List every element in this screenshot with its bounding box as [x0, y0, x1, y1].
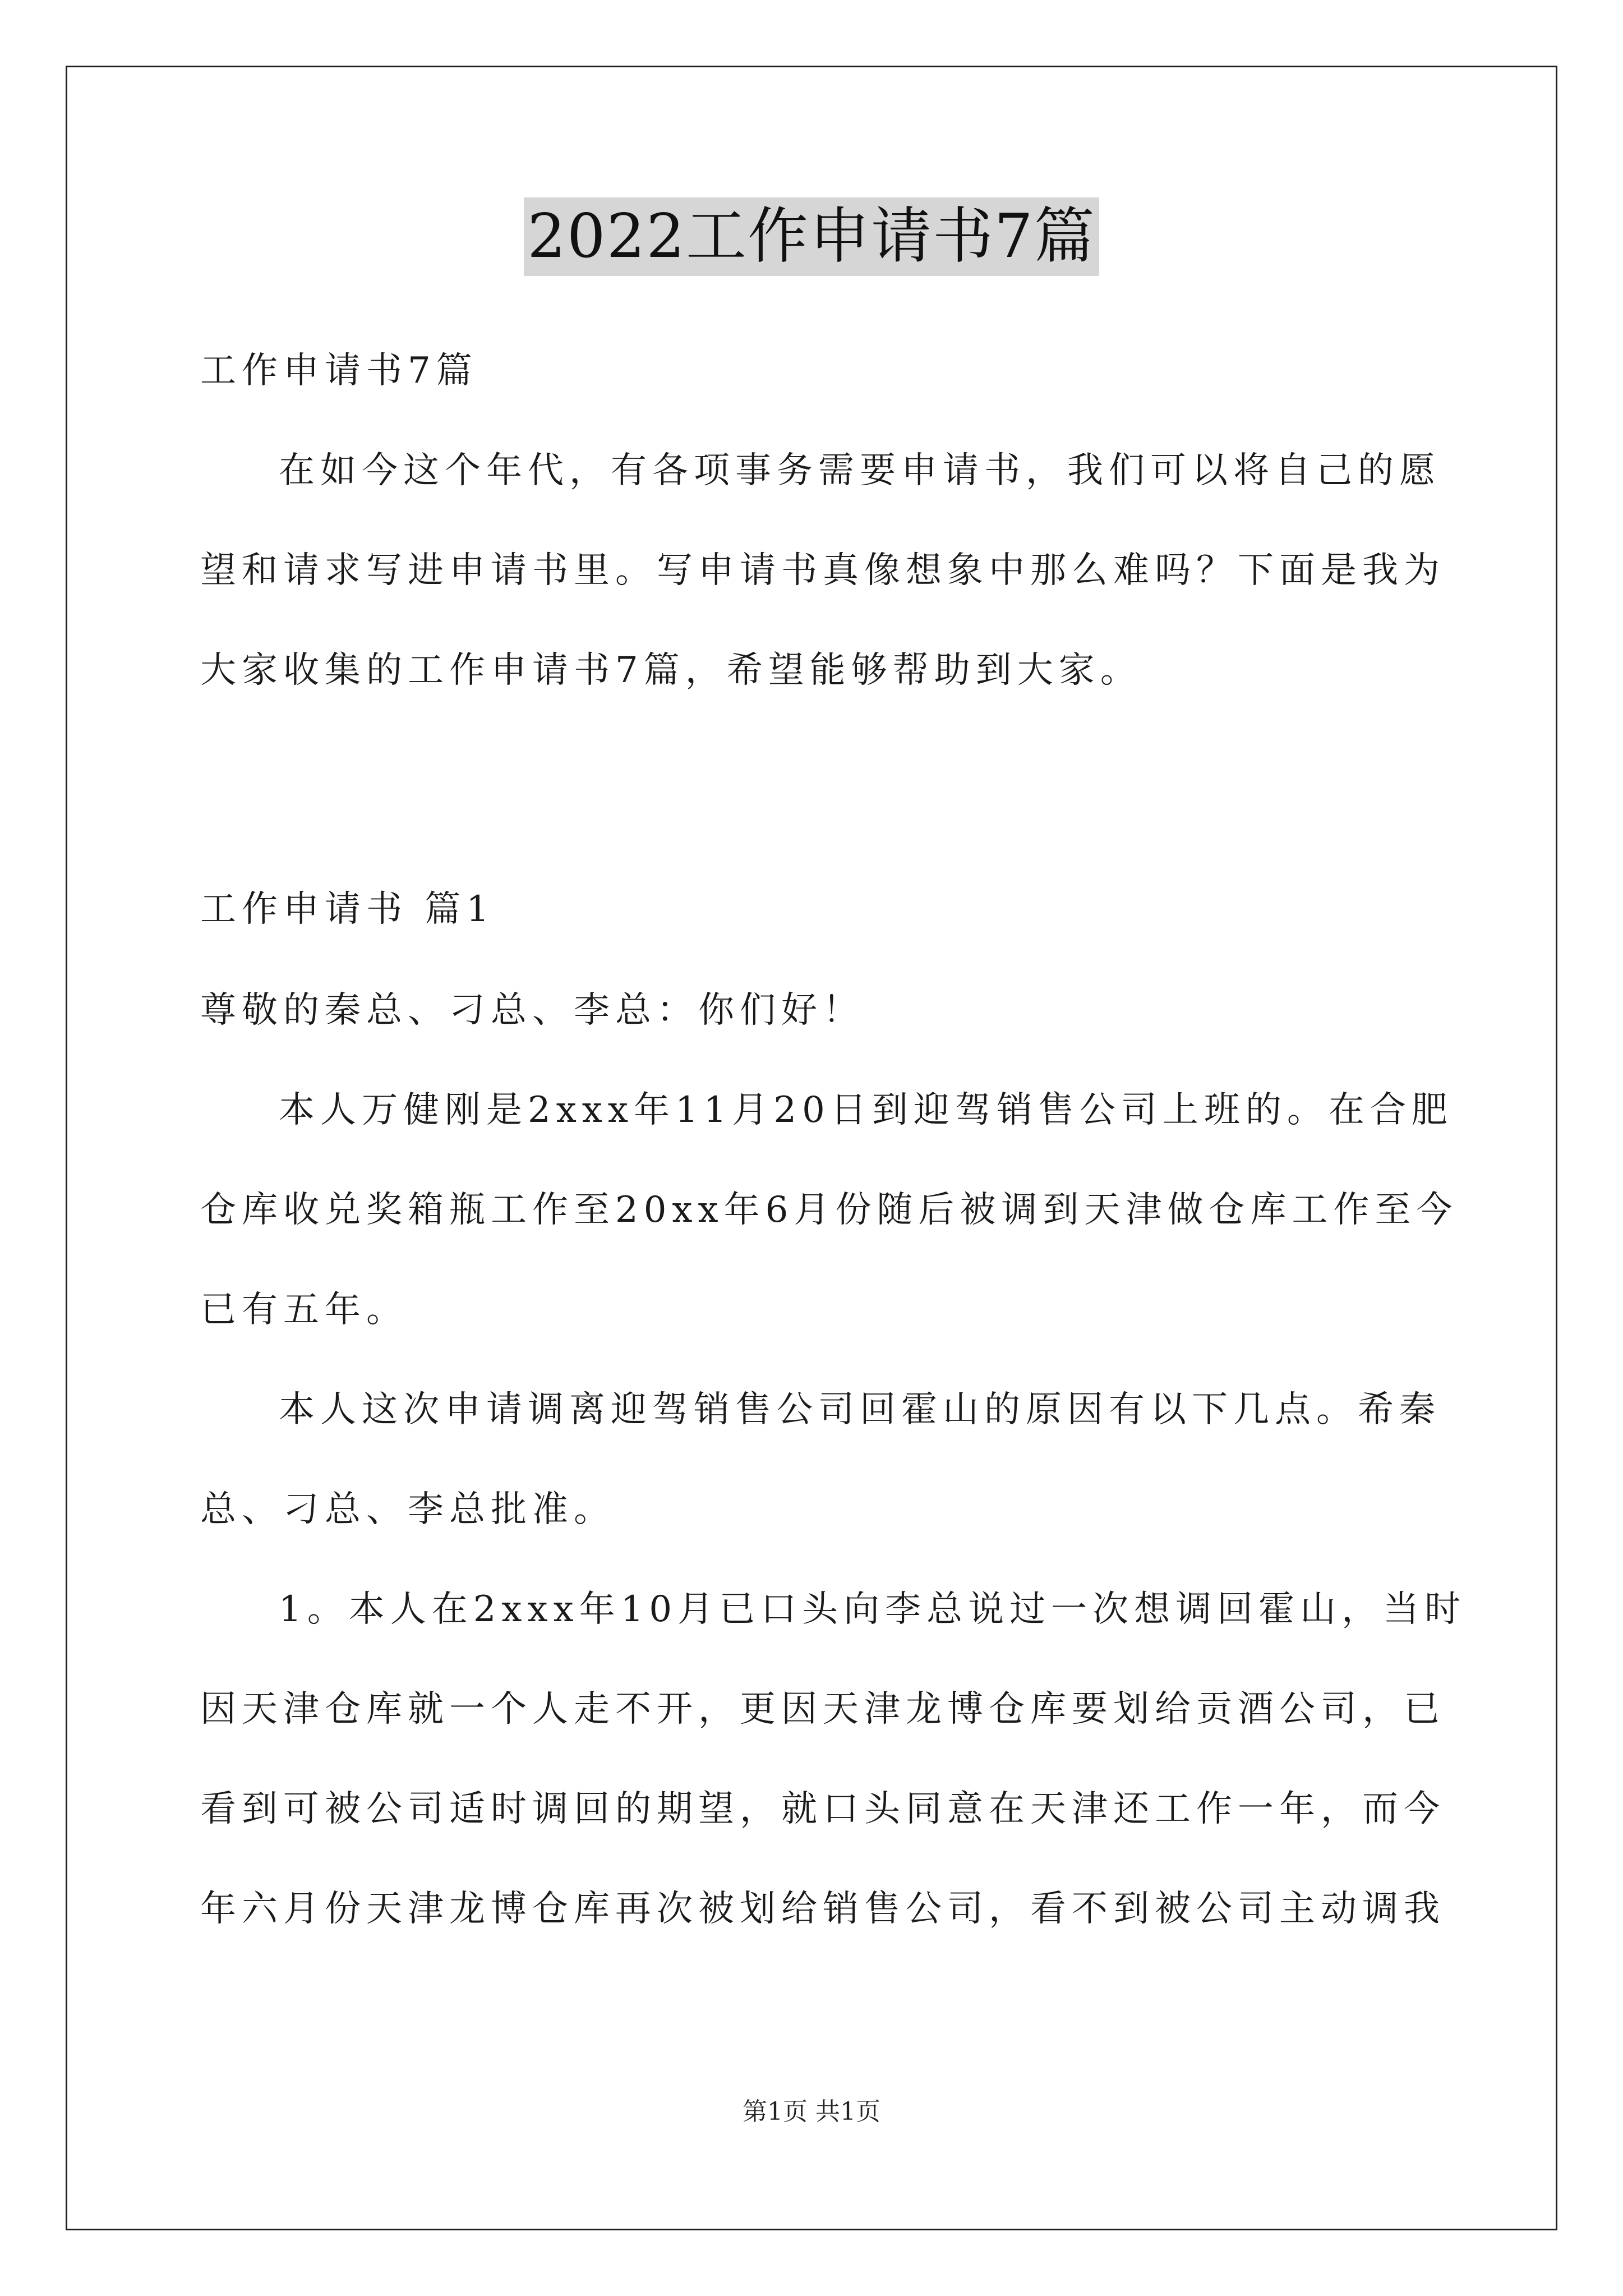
body-line: 1。本人在2xxx年10月已口头向李总说过一次想调回霍山，当时 — [279, 1589, 1467, 1630]
section-heading: 工作申请书 篇1 — [200, 889, 495, 930]
body-line: 看到可被公司适时调回的期望，就口头同意在天津还工作一年，而今 — [200, 1788, 1445, 1830]
title-container — [0, 197, 1623, 276]
body-line: 在如今这个年代，有各项事务需要申请书，我们可以将自己的愿 — [279, 450, 1441, 491]
body-line: 大家收集的工作申请书7篇，希望能够帮助到大家。 — [200, 650, 1142, 691]
body-line: 已有五年。 — [200, 1289, 408, 1331]
body-line: 本人这次申请调离迎驾销售公司回霍山的原因有以下几点。希秦 — [279, 1389, 1441, 1430]
body-line: 本人万健刚是2xxx年11月20日到迎驾销售公司上班的。在合肥 — [279, 1089, 1453, 1131]
page-footer: 第1页 共1页 — [743, 2097, 880, 2126]
body-line: 望和请求写进申请书里。写申请书真像想象中那么难吗？下面是我为 — [200, 550, 1445, 591]
body-line: 年六月份天津龙博仓库再次被划给销售公司，看不到被公司主动调我 — [200, 1888, 1445, 1930]
body-line: 因天津仓库就一个人走不开，更因天津龙博仓库要划给贡酒公司，已 — [200, 1688, 1445, 1730]
subtitle-line: 工作申请书7篇 — [200, 350, 478, 392]
document-title: 2022工作申请书7篇 — [524, 197, 1099, 276]
body-line: 总、刁总、李总批准。 — [200, 1489, 615, 1530]
body-line: 仓库收兑奖箱瓶工作至20xx年6月份随后被调到天津做仓库工作至今 — [200, 1189, 1458, 1231]
salutation-line: 尊敬的秦总、刁总、李总：你们好！ — [200, 990, 864, 1031]
